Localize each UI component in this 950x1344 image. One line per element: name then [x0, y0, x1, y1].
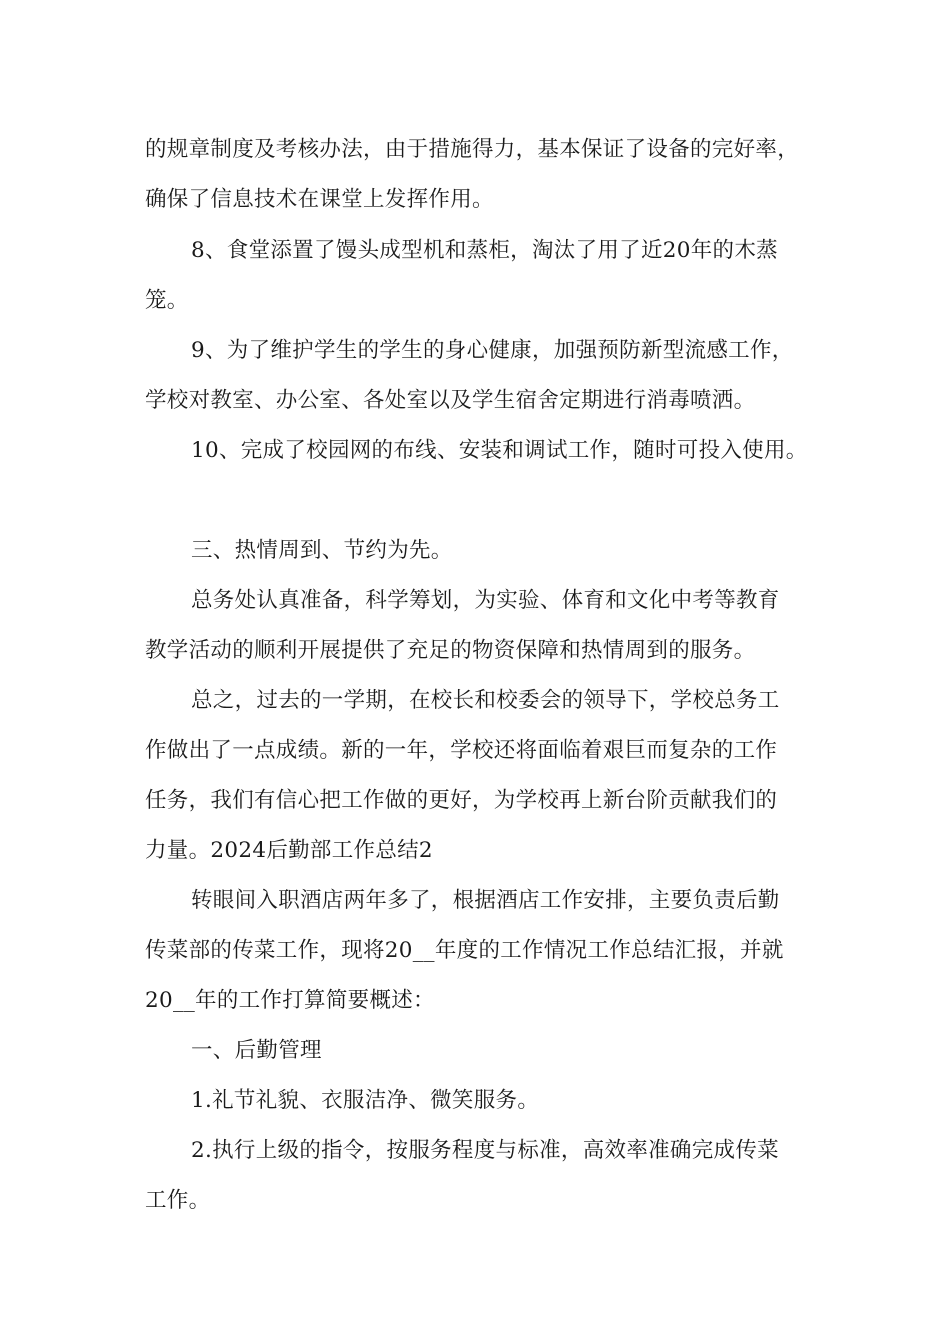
section-heading: 三、热情周到、节约为先。	[191, 538, 453, 563]
text-line: 学校对教室、办公室、各处室以及学生宿舍定期进行消毒喷洒。	[145, 388, 756, 413]
paragraph-line: 总务处认真准备，科学筹划，为实验、体育和文化中考等教育	[191, 588, 780, 613]
text-line: 力量。2024后勤部工作总结2	[145, 838, 433, 863]
list-item-1: 1.礼节礼貌、衣服洁净、微笑服务。	[191, 1088, 540, 1113]
text-line: 的规章制度及考核办法，由于措施得力，基本保证了设备的完好率，	[145, 137, 800, 162]
list-item-8: 8、食堂添置了馒头成型机和蒸柜，淘汰了用了近20年的木蒸	[191, 238, 778, 263]
paragraph-line: 转眼间入职酒店两年多了，根据酒店工作安排，主要负责后勤	[191, 888, 780, 913]
list-item-10: 10、完成了校园网的布线、安装和调试工作，随时可投入使用。	[191, 438, 808, 463]
text-line: 任务，我们有信心把工作做的更好，为学校再上新台阶贡献我们的	[145, 788, 778, 813]
text-line: 确保了信息技术在课堂上发挥作用。	[145, 187, 494, 212]
text-line: 作做出了一点成绩。新的一年，学校还将面临着艰巨而复杂的工作	[145, 738, 778, 763]
text-line: 20__年的工作打算简要概述：	[145, 988, 435, 1013]
text-line: 笼。	[145, 288, 189, 313]
text-line: 教学活动的顺利开展提供了充足的物资保障和热情周到的服务。	[145, 638, 756, 663]
text-line: 工作。	[145, 1188, 211, 1213]
list-item-2: 2.执行上级的指令，按服务程度与标准，高效率准确完成传菜	[191, 1138, 779, 1163]
paragraph-line: 总之，过去的一学期，在校长和校委会的领导下，学校总务工	[191, 688, 780, 713]
text-line: 传菜部的传菜工作，现将20__年度的工作情况工作总结汇报，并就	[145, 938, 784, 963]
list-item-9: 9、为了维护学生的学生的身心健康，加强预防新型流感工作，	[191, 338, 794, 363]
section-heading: 一、后勤管理	[191, 1038, 322, 1063]
